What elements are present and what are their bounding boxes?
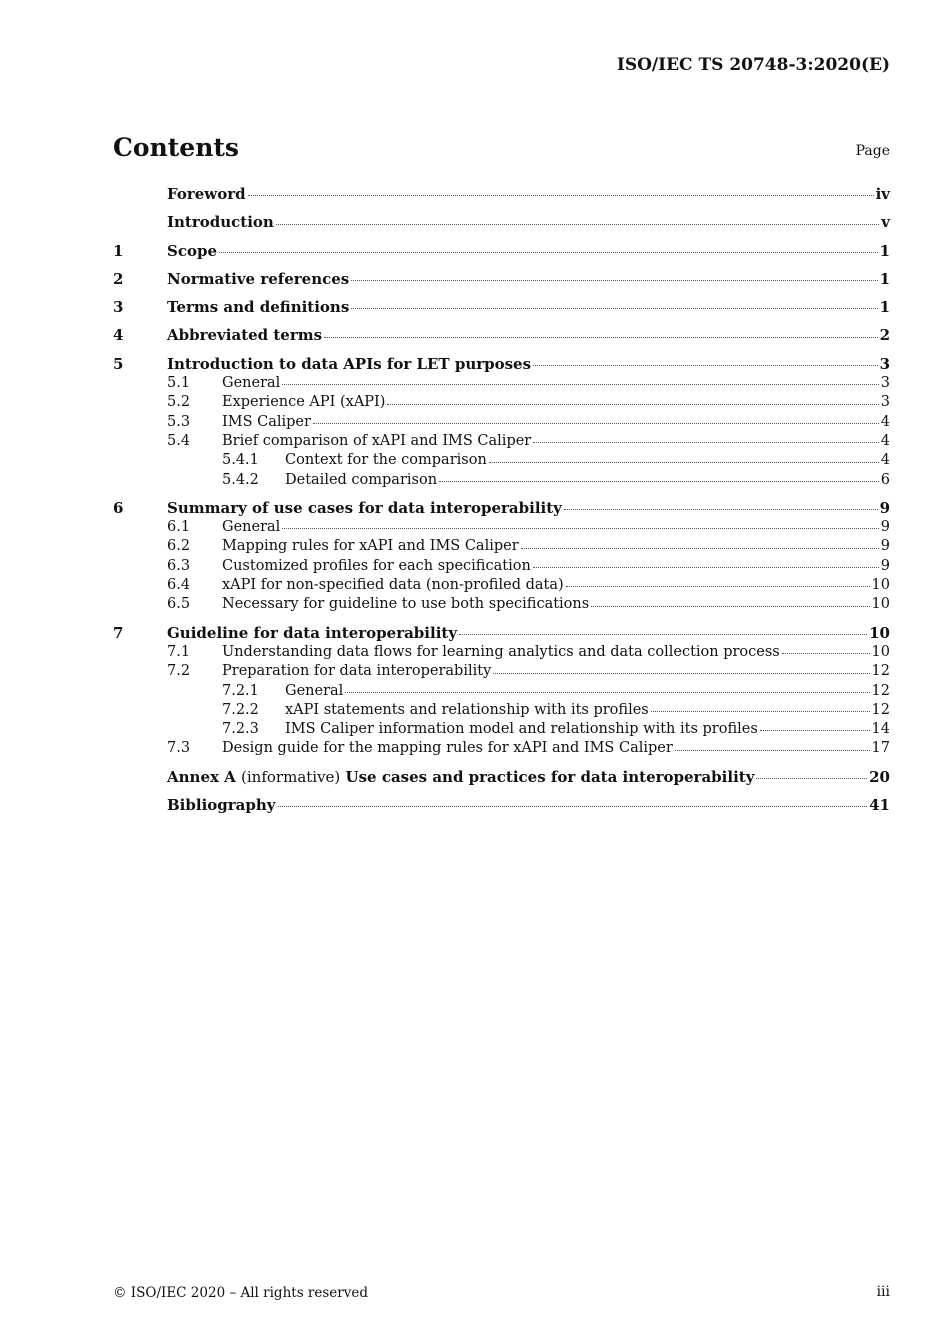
toc-entry-page: 1 <box>879 298 890 317</box>
toc-entry-page: 41 <box>869 796 890 815</box>
toc-entry-title[interactable]: IMS Caliper information model and relationship with its profiles <box>285 721 758 738</box>
toc-entry[interactable] <box>113 432 890 451</box>
page-title: Contents <box>113 133 240 162</box>
annex-note: (informative) <box>241 767 341 786</box>
toc-entry[interactable] <box>113 796 890 815</box>
toc-entry-number: 7.2.1 <box>222 682 259 699</box>
toc-entry[interactable] <box>113 471 890 490</box>
toc-entry-page: 3 <box>880 375 890 392</box>
toc-entry-page: 3 <box>880 394 890 411</box>
toc-entry-title[interactable]: Introduction <box>167 213 274 232</box>
toc-entry-number: 5 <box>113 354 124 373</box>
toc-dot-leader <box>351 307 877 309</box>
toc-entry-title[interactable]: Bibliography <box>167 796 276 815</box>
toc-dot-leader <box>324 336 877 338</box>
toc-entry-number: 7.2.3 <box>222 721 259 738</box>
toc-dot-leader <box>591 605 869 607</box>
annex-label: Annex A <box>167 767 236 786</box>
toc-entry-number: 7.2.2 <box>222 701 259 718</box>
toc-entry-number: 5.2 <box>167 394 191 411</box>
toc-entry[interactable] <box>113 374 890 393</box>
toc-dot-leader <box>566 585 870 587</box>
toc-entry-number: 2 <box>113 269 124 288</box>
toc-entry-number: 6.4 <box>167 577 191 594</box>
toc-entry-page: 6 <box>880 471 890 488</box>
toc-entry-title[interactable]: xAPI for non-specified data (non-profiled data) <box>222 577 564 594</box>
toc-entry-title[interactable]: Necessary for guideline to use both specifications <box>222 596 590 613</box>
toc-entry-title[interactable]: Mapping rules for xAPI and IMS Caliper <box>222 538 519 555</box>
toc-entry-title[interactable]: xAPI statements and relationship with its profiles <box>285 701 649 718</box>
toc-entry-page: 9 <box>880 519 890 536</box>
toc-dot-leader <box>387 403 878 405</box>
toc-entry-title[interactable]: Summary of use cases for data interoperability <box>167 498 562 517</box>
toc-entry-number: 6 <box>113 498 124 517</box>
toc-entry[interactable] <box>113 557 890 576</box>
contents-heading-row <box>113 133 890 163</box>
toc-dot-leader <box>760 729 870 731</box>
toc-entry[interactable] <box>113 739 890 758</box>
toc-entry-number: 7 <box>113 623 124 642</box>
toc-dot-leader <box>533 566 879 568</box>
toc-entry-number: 6.5 <box>167 596 191 613</box>
toc-dot-leader <box>219 251 878 253</box>
toc-entry-number: 1 <box>113 241 124 260</box>
annex-title: Use cases and practices for data interoperability <box>345 767 755 786</box>
toc-entry-title[interactable]: Context for the comparison <box>285 452 487 469</box>
toc-entry-title[interactable]: Understanding data flows for learning analytics and data collection process <box>222 643 780 660</box>
toc-entry-number: 4 <box>113 326 124 345</box>
toc-entry[interactable] <box>113 413 890 432</box>
toc-entry-title[interactable]: Preparation for data interoperability <box>222 663 492 680</box>
toc-entry-number: 6.2 <box>167 538 191 555</box>
toc-entry-title[interactable]: Normative references <box>167 269 350 288</box>
toc-entry-number: 5.1 <box>167 375 191 392</box>
toc-entry-title[interactable]: General <box>222 519 281 536</box>
toc-entry-page: 17 <box>871 740 890 757</box>
toc-entry-page: 9 <box>880 538 890 555</box>
toc-entry-title[interactable]: Introduction to data APIs for LET purposes <box>167 354 532 373</box>
toc-entry-title[interactable]: Foreword <box>167 185 246 203</box>
toc-entry[interactable] <box>113 624 890 643</box>
toc-dot-leader <box>533 441 879 443</box>
toc-entry-title[interactable]: Scope <box>167 241 218 260</box>
toc-entry-page: 3 <box>879 354 890 373</box>
toc-entry[interactable] <box>113 720 890 739</box>
toc-entry[interactable] <box>113 662 890 681</box>
toc-dot-leader <box>533 364 878 366</box>
toc-entry-title[interactable]: Detailed comparison <box>285 471 438 488</box>
toc-entry[interactable] <box>113 242 890 261</box>
toc-entry[interactable] <box>113 298 890 317</box>
toc-entry-title[interactable]: General <box>285 682 344 699</box>
toc-entry[interactable] <box>113 213 890 232</box>
toc-entry-number: 7.3 <box>167 740 191 757</box>
toc-entry[interactable] <box>113 393 890 412</box>
toc-dot-leader <box>276 223 879 225</box>
toc-entry-page: iv <box>875 185 890 203</box>
toc-entry-page: 14 <box>871 721 890 738</box>
toc-entry[interactable] <box>113 185 890 204</box>
toc-entry-page: 12 <box>871 701 890 718</box>
toc-dot-leader <box>651 710 870 712</box>
toc-entry-page: 10 <box>871 643 890 660</box>
toc-entry-page: v <box>881 213 890 232</box>
toc-entry-number: 5.4.2 <box>222 471 259 488</box>
toc-entry[interactable] <box>113 537 890 556</box>
toc-entry-title[interactable]: Guideline for data interoperability <box>167 623 458 642</box>
toc-dot-leader <box>351 279 877 281</box>
toc-entry-number: 7.2 <box>167 663 191 680</box>
toc-entry-page: 4 <box>880 452 890 469</box>
toc-dot-leader <box>675 749 870 751</box>
toc-entry[interactable] <box>113 643 890 662</box>
toc-entry-page: 12 <box>871 663 890 680</box>
toc-entry-title[interactable]: Brief comparison of xAPI and IMS Caliper <box>222 432 532 449</box>
toc-dot-leader <box>439 480 879 482</box>
toc-dot-leader <box>313 422 879 424</box>
document-identifier: ISO/IEC TS 20748-3:2020(E) <box>616 55 890 75</box>
toc-entry[interactable] <box>113 499 890 518</box>
toc-dot-leader <box>493 672 869 674</box>
toc-dot-leader <box>756 777 867 779</box>
toc-entry[interactable] <box>113 518 890 537</box>
toc-entry[interactable] <box>113 355 890 374</box>
toc-entry[interactable] <box>113 595 890 614</box>
toc-dot-leader <box>459 633 867 635</box>
toc-entry-number: 7.1 <box>167 643 191 660</box>
toc-dot-leader <box>345 691 869 693</box>
toc-dot-leader <box>521 547 879 549</box>
toc-entry-title[interactable]: General <box>222 375 281 392</box>
toc-dot-leader <box>282 527 878 529</box>
toc-dot-leader <box>282 383 878 385</box>
toc-entry[interactable] <box>113 701 890 720</box>
toc-entry[interactable] <box>113 576 890 595</box>
toc-entry[interactable] <box>113 682 890 701</box>
toc-entry-number: 3 <box>113 298 124 317</box>
toc-entry-number: 5.4.1 <box>222 452 259 469</box>
toc-entry-page: 20 <box>869 767 890 786</box>
toc-dot-leader <box>248 194 874 196</box>
table-of-contents <box>113 185 890 815</box>
toc-entry-page: 4 <box>880 432 890 449</box>
toc-dot-leader <box>278 805 868 807</box>
toc-entry-page: 9 <box>879 498 890 517</box>
copyright-notice: © ISO/IEC 2020 – All rights reserved <box>113 1285 368 1301</box>
toc-entry-page: 10 <box>869 623 890 642</box>
toc-entry-page: 1 <box>879 269 890 288</box>
toc-entry-number: 5.3 <box>167 413 191 430</box>
toc-entry-number: 6.1 <box>167 519 191 536</box>
toc-entry[interactable] <box>113 326 890 345</box>
toc-entry-page: 10 <box>871 596 890 613</box>
toc-entry-page: 10 <box>871 577 890 594</box>
toc-dot-leader <box>782 652 870 654</box>
toc-dot-leader <box>564 508 878 510</box>
page-number: iii <box>876 1284 890 1300</box>
toc-entry-title[interactable] <box>167 768 754 787</box>
toc-entry-title[interactable]: Abbreviated terms <box>167 326 323 345</box>
toc-entry-number: 6.3 <box>167 557 191 574</box>
page-column-label: Page <box>855 143 890 159</box>
toc-entry[interactable] <box>113 768 890 787</box>
toc-entry-title[interactable]: IMS Caliper <box>222 413 311 430</box>
toc-entry-page: 12 <box>871 682 890 699</box>
toc-entry[interactable] <box>113 451 890 470</box>
toc-entry-page: 4 <box>880 413 890 430</box>
toc-entry-page: 1 <box>879 241 890 260</box>
toc-entry-page: 9 <box>880 557 890 574</box>
toc-dot-leader <box>489 461 879 463</box>
toc-entry[interactable] <box>113 270 890 289</box>
toc-entry-page: 2 <box>879 326 890 345</box>
toc-entry-title[interactable]: Terms and definitions <box>167 298 350 317</box>
toc-entry-title[interactable]: Experience API (xAPI) <box>222 394 386 411</box>
toc-entry-number: 5.4 <box>167 432 191 449</box>
toc-entry-title[interactable]: Design guide for the mapping rules for xAPI and IMS Caliper <box>222 740 673 757</box>
toc-entry-title[interactable]: Customized profiles for each specification <box>222 557 531 574</box>
